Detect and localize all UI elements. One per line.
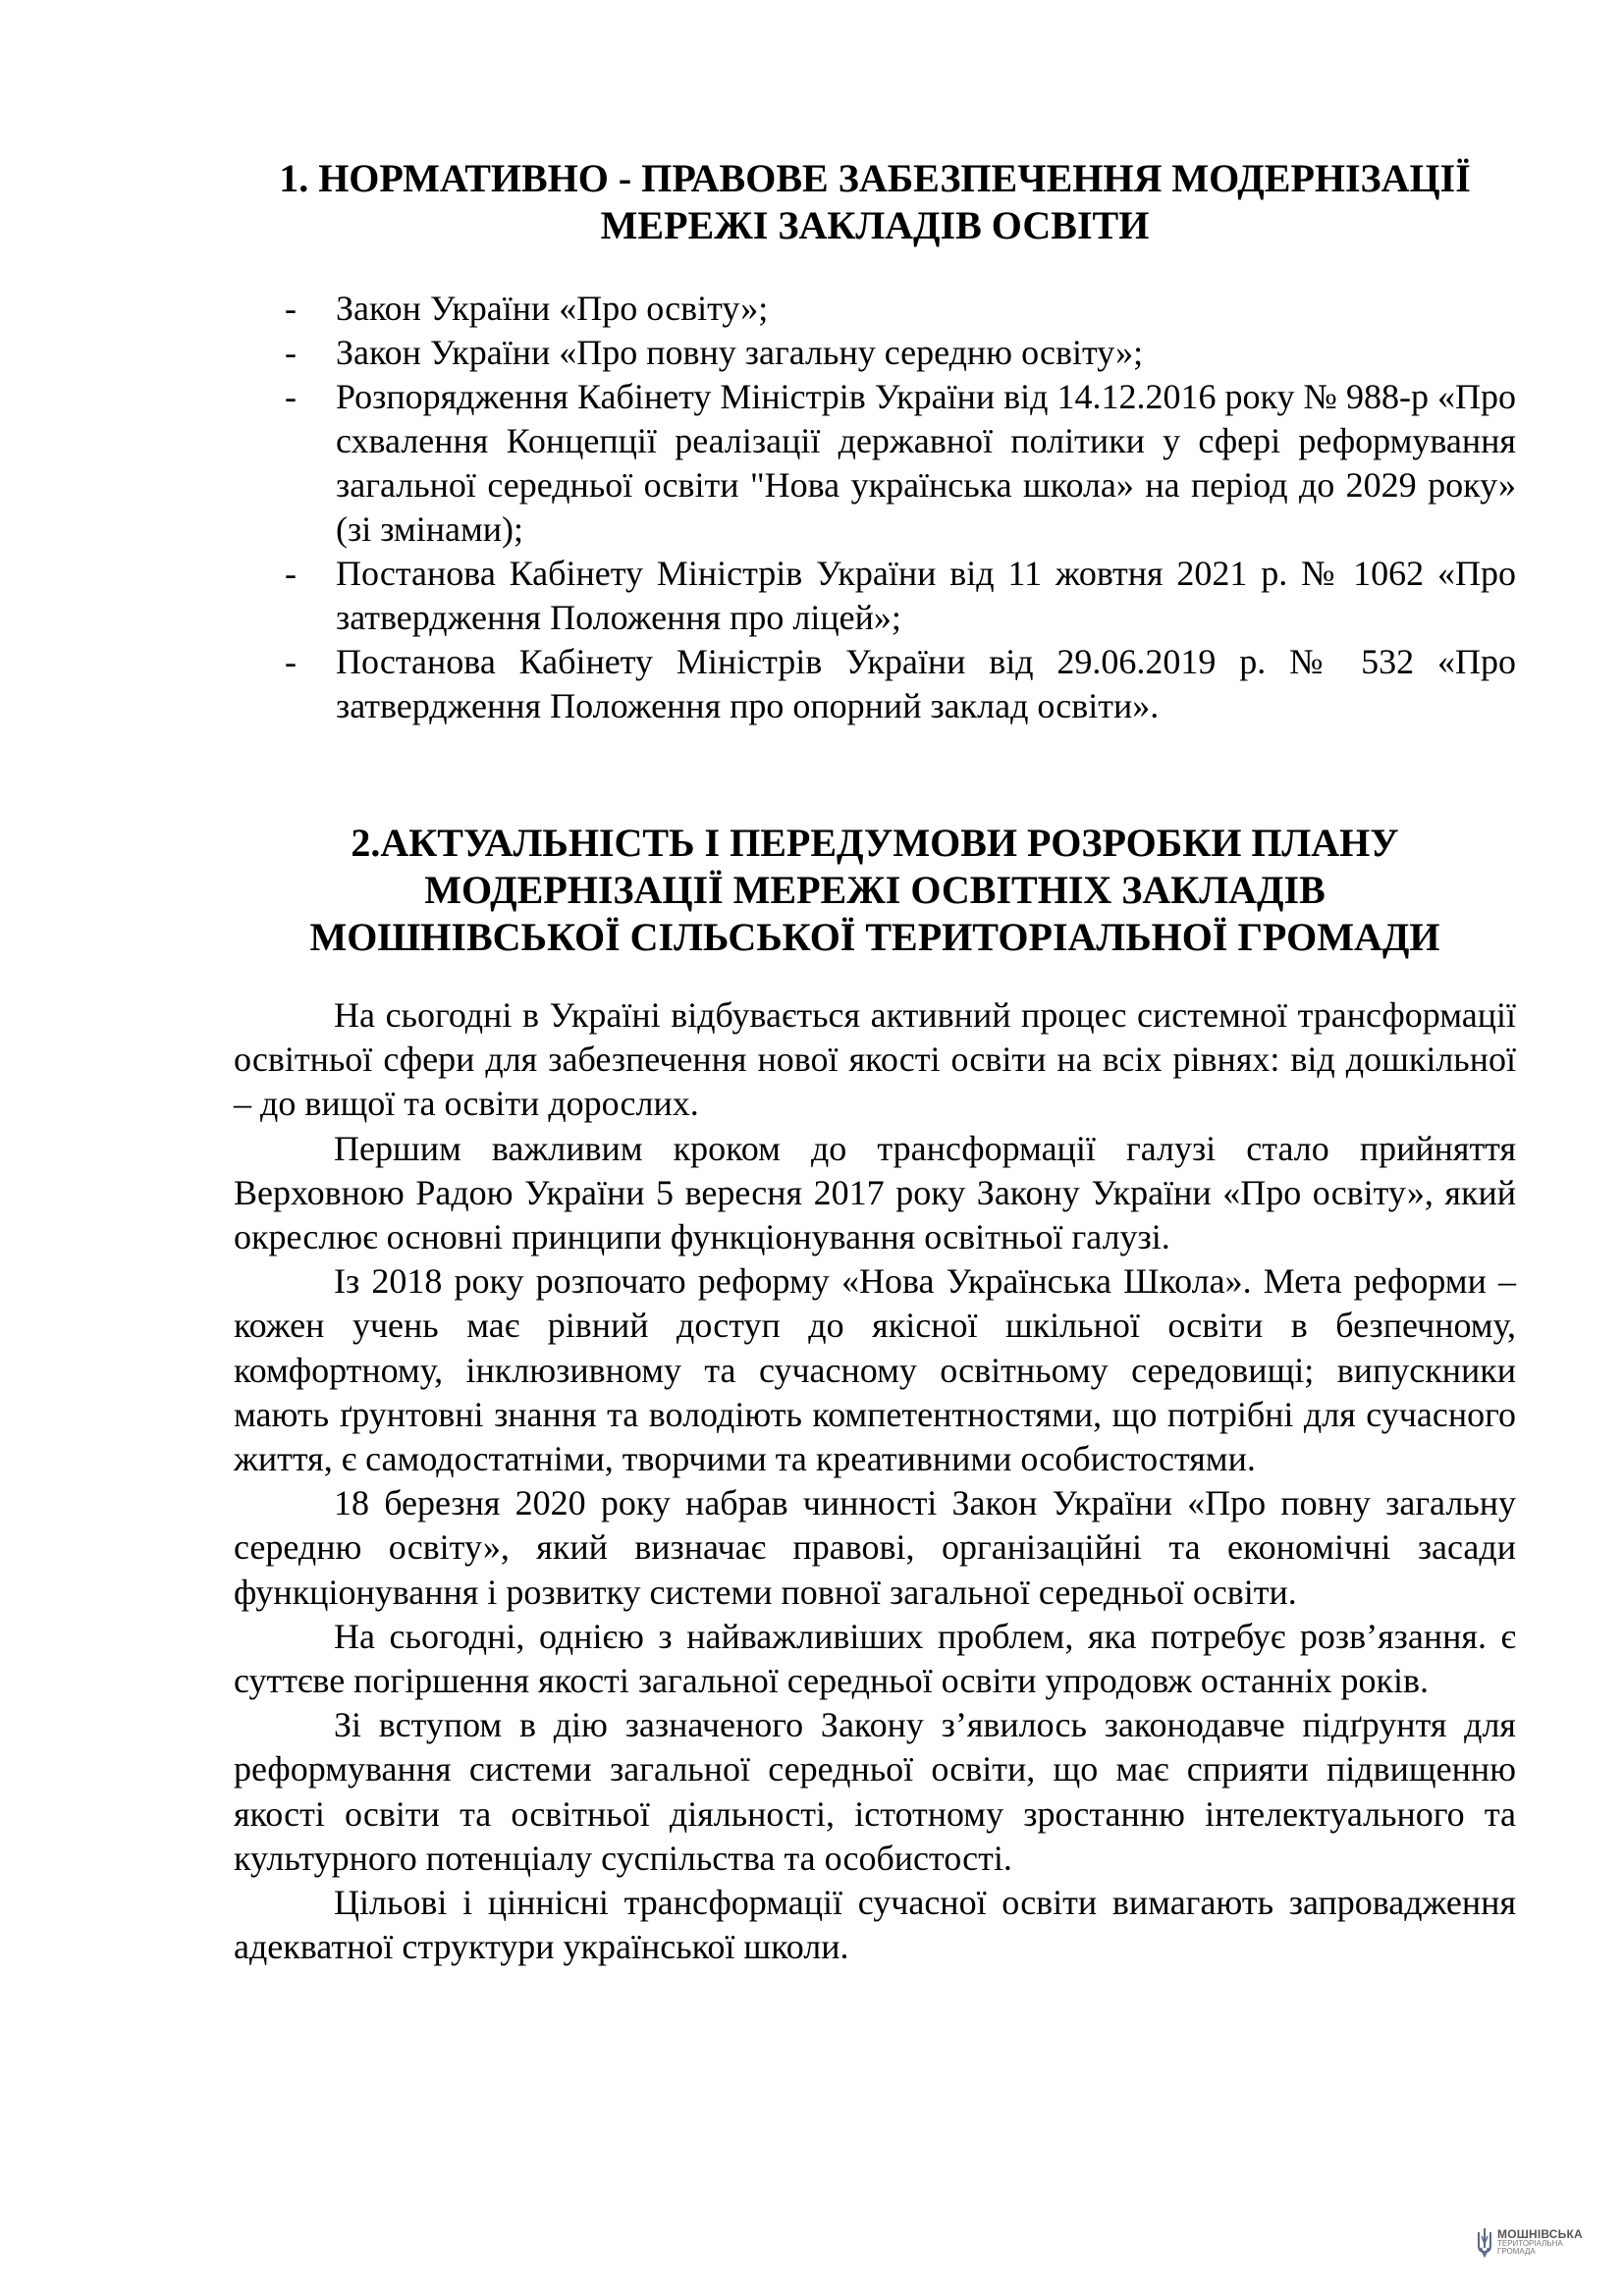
logo-line-1: МОШНІВСЬКА bbox=[1497, 2227, 1583, 2241]
trident-icon bbox=[1476, 2226, 1493, 2260]
list-item bbox=[285, 375, 1516, 552]
paragraph: Із 2018 року розпочато реформу «Нова Українська Школа». Мета реформи – кожен учень має рівний доступ до якісної шкільної освіти в безпечному, комфортному, інклюзивному та сучасному освітньому середовищі; випускники мають ґрунтовні знання та володіють компетентностями, що потрібні для сучасного життя, є самодостатніми, творчими та креативними особистостями. bbox=[234, 1261, 1516, 1479]
list-item-text: Закон України «Про повну загальну середню освіту»; bbox=[336, 333, 1144, 372]
logo-line-3: ГРОМАДА bbox=[1497, 2247, 1536, 2256]
section-2-heading bbox=[234, 820, 1516, 961]
list-bullet: - bbox=[285, 289, 297, 328]
list-bullet: - bbox=[285, 642, 297, 681]
list-item-text: Постанова Кабінету Міністрів України від 29.06.2019 р. № 532 «Про затвердження Положення про опорний заклад освіти». bbox=[336, 642, 1516, 725]
section-2-heading-line-3: МОШНІВСЬКОЇ СІЛЬСЬКОЇ ТЕРИТОРІАЛЬНОЇ ГРОМАДИ bbox=[309, 915, 1440, 959]
list-item bbox=[285, 552, 1516, 640]
paragraph: Зі вступом в дію зазначеного Закону з’явилось законодавче підґрунтя для реформування системи загальної середньої освіти, що має сприяти підвищенню якості освіти та освітньої діяльності, істотному зростанню інтелектуального та культурного потенціалу суспільства та особистості. bbox=[234, 1705, 1516, 1878]
paragraph: Першим важливим кроком до трансформації галузі стало прийняття Верховною Радою України 5 вересня 2017 року Закону України «Про освіту», який окреслює основні принципи функціонування освітньої галузі. bbox=[234, 1128, 1516, 1257]
section-1-heading bbox=[234, 155, 1516, 249]
section-2-body bbox=[234, 993, 1516, 1969]
community-logo bbox=[1476, 2226, 1594, 2262]
list-bullet: - bbox=[285, 333, 297, 372]
section-1-heading-line-2: МЕРЕЖІ ЗАКЛАДІВ ОСВІТИ bbox=[600, 203, 1150, 247]
section-1-heading-line-1: 1. НОРМАТИВНО - ПРАВОВЕ ЗАБЕЗПЕЧЕННЯ МОДЕРНІЗАЦІЇ bbox=[279, 156, 1471, 200]
legal-acts-list bbox=[285, 287, 1516, 728]
list-item bbox=[285, 331, 1516, 375]
list-item-text: Розпорядження Кабінету Міністрів України від 14.12.2016 року № 988-р «Про схвалення Концепції реалізації державної політики у сфері реформування загальної середньої освіти "Нова українська школа» на період до 2029 року» (зі змінами); bbox=[336, 377, 1516, 549]
paragraph: На сьогодні, однією з найважливіших проблем, яка потребує розв’язання. є суттєве погіршення якості загальної середньої освіти упродовж останніх років. bbox=[234, 1616, 1516, 1701]
paragraph: Цільові і ціннісні трансформації сучасної освіти вимагають запровадження адекватної структури української школи. bbox=[234, 1883, 1516, 1967]
paragraph: 18 березня 2020 року набрав чинності Закон України «Про повну загальну середню освіту», який визначає правові, організаційні та економічні засади функціонування і розвитку системи повної загальної середньої освіти. bbox=[234, 1483, 1516, 1612]
section-2-heading-line-1: 2.АКТУАЛЬНІСТЬ І ПЕРЕДУМОВИ РОЗРОБКИ ПЛАНУ bbox=[351, 821, 1399, 865]
section-2-heading-line-2: МОДЕРНІЗАЦІЇ МЕРЕЖІ ОСВІТНІХ ЗАКЛАДІВ bbox=[424, 868, 1326, 912]
list-item bbox=[285, 640, 1516, 728]
list-item-text: Закон України «Про освіту»; bbox=[336, 289, 769, 328]
list-bullet: - bbox=[285, 377, 297, 416]
list-bullet: - bbox=[285, 554, 297, 593]
logo-line-2: ТЕРИТОРІАЛЬНА bbox=[1497, 2239, 1563, 2248]
paragraph: На сьогодні в Україні відбувається активний процес системної трансформації освітньої сфери для забезпечення нової якості освіти на всіх рівнях: від дошкільної – до вищої та освіти дорослих. bbox=[234, 995, 1516, 1124]
list-item bbox=[285, 287, 1516, 331]
list-item-text: Постанова Кабінету Міністрів України від 11 жовтня 2021 р. № 1062 «Про затвердження Положення про ліцей»; bbox=[336, 554, 1516, 637]
logo-text bbox=[1497, 2228, 1583, 2256]
